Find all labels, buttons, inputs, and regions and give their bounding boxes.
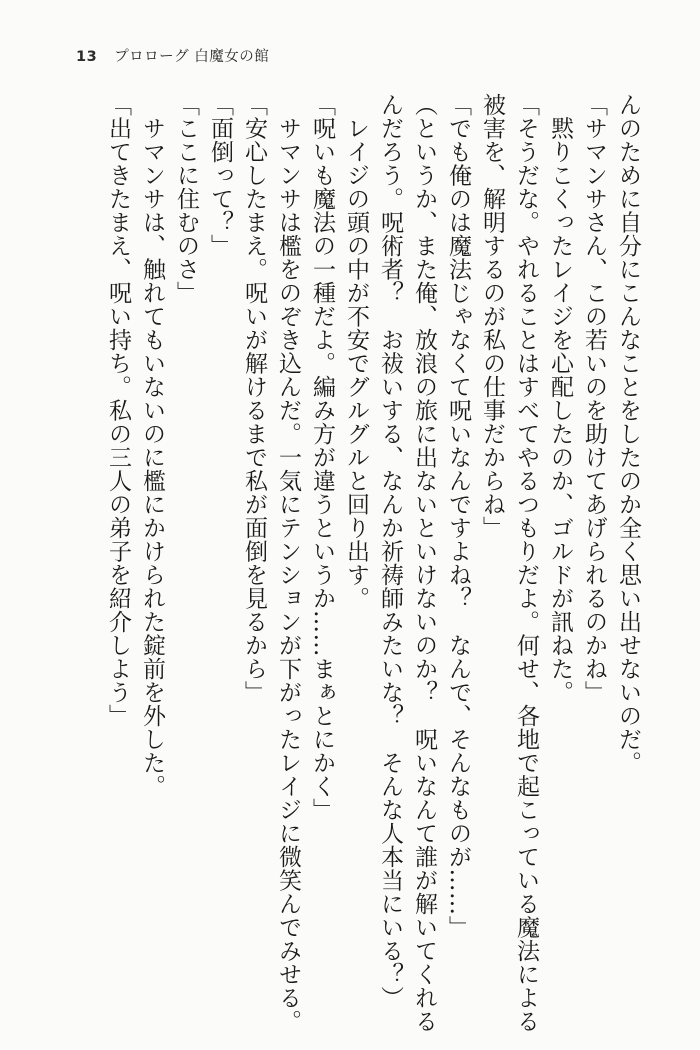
text-line: 「サマンサさん、この若いのを助けてあげられるのかね」 [581,93,607,704]
chapter-title: プロローグ 白魔女の館 [114,49,270,65]
text-line: 「でも俺のは魔法じゃなくて呪いなんですよね？ なんで、そんなものが……」 [445,93,471,939]
text-line: んだろう。呪術者？ お祓いする、なんか祈祷師みたいな？ そんな人本当にいる？） [377,93,403,1010]
text-line: レイジの頭の中が不安でグルグルと回り出す。 [343,93,369,610]
text-line: 「面倒って？」 [207,93,233,258]
text-line: サマンサは、触れてもいないのに檻にかけられた錠前を外した。 [139,93,165,798]
text-line: サマンサは檻をのぞき込んだ。一気にテンションが下がったレイジに微笑んでみせる。 [275,93,301,1033]
body-text [101,93,645,1041]
text-line: 黙りこくったレイジを心配したのか、ゴルドが訊ねた。 [547,93,573,704]
text-line: 「出てきたまえ、呪い持ち。私の三人の弟子を紹介しよう」 [105,93,131,728]
page-header [76,45,269,66]
page-number: 13 [76,49,98,65]
text-line: 「ここに住むのさ」 [173,93,199,305]
text-line: んのために自分にこんなことをしたのか全く思い出せないのだ。 [615,93,641,775]
text-line: 「そうだな。やれることはすべてやるつもりだよ。何せ、各地で起こっている魔法による [513,93,539,1033]
text-line: （というか、また俺、放浪の旅に出ないといけないのか？ 呪いなんて誰が解いてくれる [411,93,437,1033]
text-line: 「安心したまえ。呪いが解けるまで私が面倒を見るから」 [241,93,267,704]
text-line: 「呪いも魔法の一種だよ。編み方が違うというか……まぁとにかく」 [309,93,335,822]
text-line: 被害を、解明するのが私の仕事だからね」 [479,93,505,540]
